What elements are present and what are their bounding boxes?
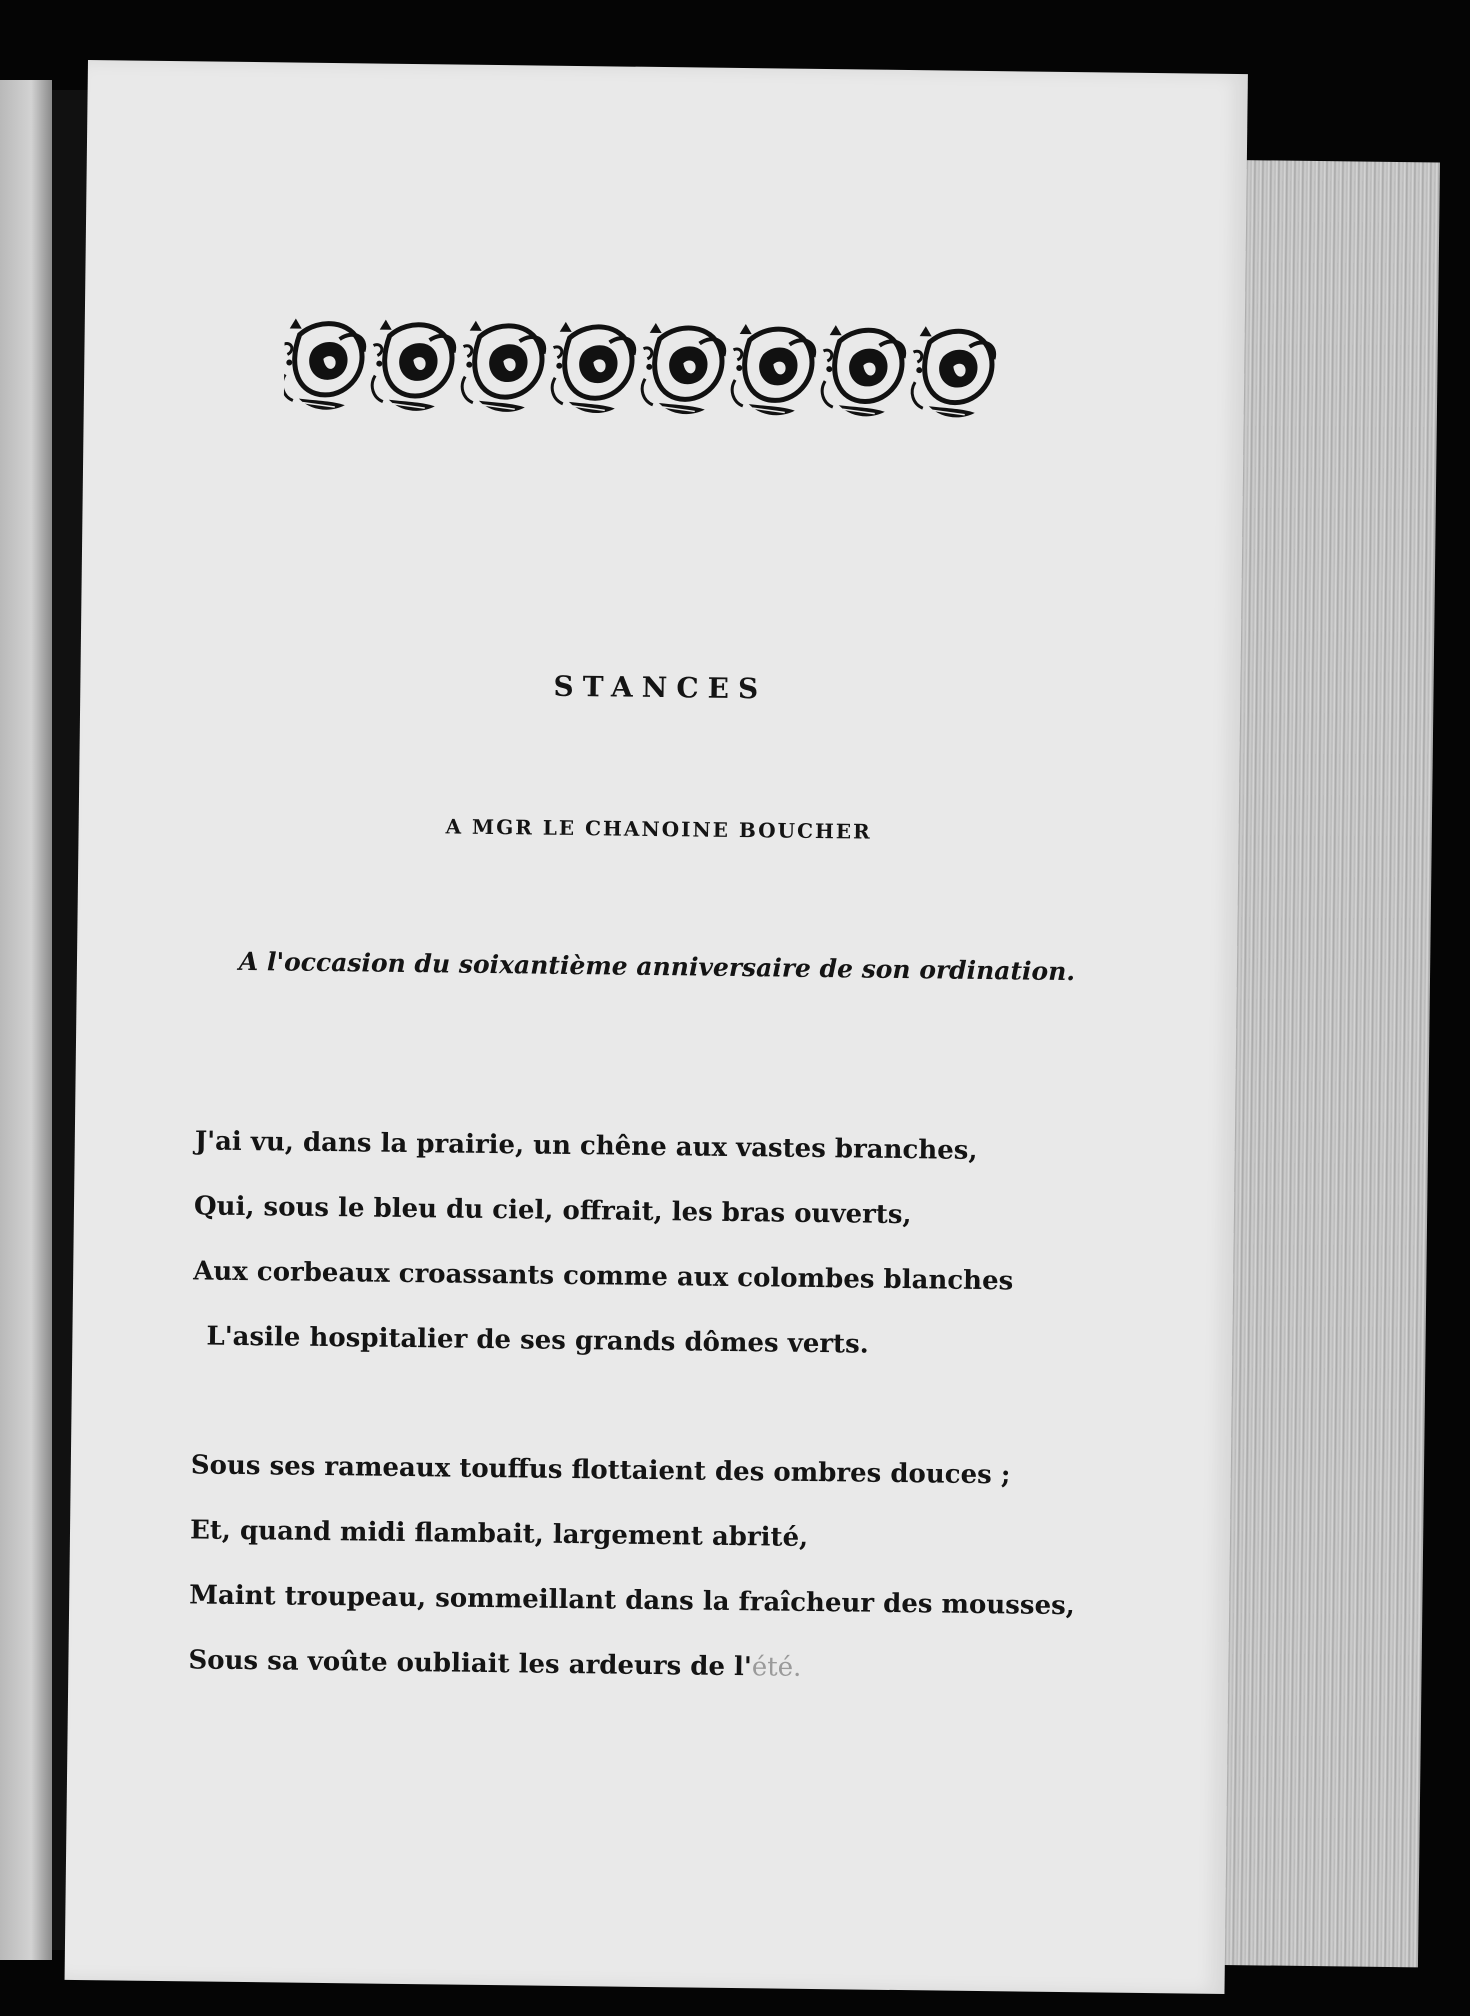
previous-page-edge [0,80,52,1960]
poem-title: STANCES [553,669,768,706]
verse-line-text: Sous sa voûte oubliait les ardeurs de l' [188,1645,753,1683]
verse-line: Aux corbeaux croassants comme aux colombes blanches [193,1256,1014,1297]
verse-line: Maint troupeau, sommeillant dans la fraîcheur des mousses, [189,1580,1075,1622]
verse-line: J'ai vu, dans la prairie, un chêne aux vastes branches, [194,1126,978,1166]
poem-dedication: A MGR LE CHANOINE BOUCHER [445,814,872,844]
floral-ornament-headpiece [284,312,1005,431]
poem-occasion: A l'occasion du soixantième anniversaire de son ordination. [238,946,1076,987]
flower-motif [912,326,995,418]
flower-motif [732,324,815,416]
book-page [65,60,1248,1994]
verse-line-with-faded-ending [188,1628,1049,1704]
flower-motif [284,318,365,410]
flower-motif [372,320,455,412]
verse-line: Et, quand midi flambait, largement abrité, [189,1515,809,1553]
flower-motif [552,322,635,414]
flower-motif [642,323,725,415]
verse-line: L'asile hospitalier de ses grands dômes verts. [206,1321,869,1360]
flower-motif [462,321,545,413]
stanza-2 [188,1433,1075,1703]
verse-line: Qui, sous le bleu du ciel, offrait, les bras ouverts, [193,1191,912,1231]
verse-faded-ending: été. [751,1652,802,1683]
page-block-edge [1213,160,1440,1967]
stanza-1 [192,1109,1055,1379]
flower-motif [822,325,905,417]
page-content [65,60,1248,1994]
verse-line: Sous ses rameaux touffus flottaient des ombres douces ; [190,1450,1011,1491]
